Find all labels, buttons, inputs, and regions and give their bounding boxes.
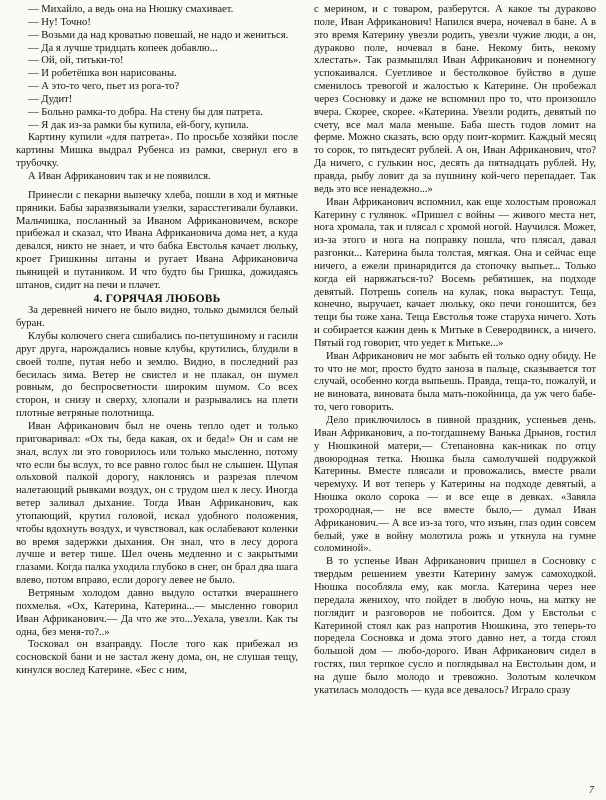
chapter-heading: 4. ГОРЯЧАЯ ЛЮБОВЬ (93, 292, 221, 305)
paragraph: Тосковал он взаправду. После того как прибежал из сосновской бани и не застал жену дома, он, не слушая тещу, кинулся вослед Катерине. «Бес с ним, (16, 639, 298, 677)
paragraph: — Дудит! (28, 93, 73, 105)
paragraph: А Иван Африканович так и не появился. (28, 170, 211, 182)
paragraph: — Возьми да над кроватью повешай, не надо и жениться. (28, 29, 289, 41)
paragraph: За деревней ничего не было видно, только дымился белый буран. (16, 305, 298, 330)
text-columns (16, 4, 596, 784)
paragraph: Картину купили «для патрета». По просьбе хозяйки после картины Мишка выдрал Рубенса из рамки, свернул его в трубочку. (16, 132, 298, 170)
right-column (314, 4, 596, 784)
paragraph: — Михайло, а ведь она на Нюшку смахивает. (28, 4, 234, 15)
paragraph: Иван Африканович вспомнил, как еще холостым провожал Катерину с гулянок. «Пришел с войны — живого места нет, нога хромала, так и плясал с хромой ногой. Научился. Может, из-за этого и нога на поправку пошла, что плясал, давал разгонки... Катерина была толстая, мягкая. Она и сейчас еще ничего, а ежели принарядится да стопочку выпьет... Только когда ей наряжаться-то? Восемь ребятишек, на подходе девятый. Потрешь сопель на кулак, пока вырастут. Теща, конечно, выручает, качает люльку, око печи гоношится, без тещи бы тоже хана. Теща Евстолья тоже старуха ничего. Хоть и собирается кажин день к Митьке в Северодвинск, а ничего. Пятый год говорит, что уедет к Митьке...» (314, 196, 596, 349)
paragraph: В то успенье Иван Африканович пришел в Сосновку с твердым решением увезти Катерину замуж самоходкой. Нюшка пособляла ему, как могла. Катерина через нее передала женихоу, что пойдет в любую ночь, на матку не поглядит и разговоров не побоится. Дом у Евстольи с Катериной стоял как раз напротив Нюшкина, это теперь-то поредела Сосновка и дома этого давно нет, а тогда стоял большой дом — любо-дорого. Иван Африканович сидел в гостях, пил терпкое сусло и поглядывал на Евстольин дом, и на душе было молодо и тревожно. Золотым колечком укатилась молодость — куда все девалось? Играло сразу (314, 556, 596, 696)
paragraph: — И робетёшка вон нарисованы. (28, 68, 177, 80)
paragraph: — Да я лучше тридцать копеек добавлю... (28, 42, 218, 54)
page-number: 7 (589, 785, 594, 796)
paragraph: — Ой, ой, титьки-то! (28, 55, 124, 67)
paragraph: — Больно рамка-то добра. На стену бы для патрета. (28, 106, 263, 118)
paragraph: Иван Африканович был не очень тепло одет и только приговаривал: «Ох ты, беда какая, ох и беда!» Он и сам не знал, вслух ли это говорилось или только мысленно, потому что если бы вслух, то все равно голос был не слышен. Щупая ольховой палкой дорогу, наклонясь и разрезая плечом налетающий рывками воздух, он с трудом шел к лесу. Иногда ветер заливал дыхание. Тогда Иван Африканович, как утопающий, крутил головой, искал удобного положения, чтобы вдохнуть воздух, и чувствовал, как ослабевают коленки во время задержки дыхания. Он знал, что в лесу дорога лучше и ветер тише. Шел очень медленно и с закрытыми глазами. Когда палка уходила глубоко в снег, он брал два шага влево, потом вправо, если дорогу левее не было. (16, 421, 298, 587)
paragraph: Иван Африканович не мог забыть ей только одну обиду. Не то что не мог, просто будто заноза в пальце, сказывается тот случай, особенно когда выпьешь. Правда, теща-то, пожалуй, и не виновата, виновата была мать-покойница, да уж чего бабе-то, чего говорить. (314, 350, 596, 414)
paragraph: Ветряным холодом давно выдуло остатки вчерашнего похмелья. «Ох, Катерина, Катерина...— мысленно говорил Иван Африканович.— Да что же это...Уехала, увезли. Как ты одна, без меня-то?..» (16, 587, 298, 638)
paragraph: Клубы колючего снега сшибались по-петушиному и гасили друг друга, нарождались новые клубы, крутились, блудили в своей толпе, путая небо и землю. Видно, в последний раз бесилась зима. Ветер не свистел и не плакал, он шумел ровным, до беспросветности широким шумом. Со всех сторон, и снизу и сверху, хлопали и разрывались на плети плотные ветряные полотнища. (16, 331, 298, 420)
paragraph: — Ну! Точно! (28, 16, 91, 28)
paragraph: Принесли с пекарни выпечку хлеба, пошли в ход и мятные пряники. Бабы заразвязывали узелки, зарасстегивали булавки. Мальчишка, посланный за Иваном Африкановичем, вскоре прибежал и сказал, что Ивана Африкановича дома нет, а куда девался, никто не знает, и что бабка Евстолья качает люльку, кроет Гришкины штаны и ругает Ивана Африкановича пьяницей и путаником. И что будто бы Гришка, дожидаясь штанов, сидит на печи и плачет. (16, 189, 298, 291)
paragraph: Дело приключилось в пивной праздник, успеньев день. Иван Африканович, а по-тогдашнему Ванька Дрынов, гостил у Нюшкиной матери,— Степановна как-никак по отцу двоюродная тетка. Нюшка была самолучшей подружкой Катерины. Вместе плясали и провожались, вместе рвали черемуху. И вот теперь у Катерины на подходе девятый, а Нюшка около сорока — и все еще в девках. «Завяла трохородная,— не все вместе было,— думал Иван Африканович.— А все из-за того, что изъян, глаз один совсем белый, уже в войну молотила рожь и уткнула на гумне соломиной». (314, 415, 596, 555)
left-column (16, 4, 298, 784)
paragraph: с мерином, и с товаром, разберутся. А какое ты дураково поле, Иван Африканович! Напился вчера, ночевал в бане. А в это время Катерину увезли родить, увезли чужие люди, а он, дураково поле, ночевал в бане. Некому бить, некому хлестать». Так размышлял Иван Африканович и понемногу успокаивался. Суетливое и бестолковое буйство в душе сменилось тревогой и жалостью к Катерине. Он пробежал через Сосновку и даже не вспомнил про то, что произошло вчера. Скорее, скорее. «Катерина. Увезли родить, девятый по счету, все мал мала меньше. Баба шесть годов ломит на ферме. Можно сказать, всю орду поит-кормит. Каждый месяц то сорок, то пятьдесят рублей. А он, Иван Африканович, что? Да ничего, с гулькин нос, десять да пятнадцать рублей. Ну, правда, рыбу ловит да за пушнину кой-чего перепадает. Так ведь это все ненадежно...» (314, 4, 596, 195)
paragraph: — Я дак из-за рамки бы купила, ей-богу, купила. (28, 119, 249, 131)
paragraph: — А это-то чего, пьет из рога-то? (28, 81, 180, 93)
